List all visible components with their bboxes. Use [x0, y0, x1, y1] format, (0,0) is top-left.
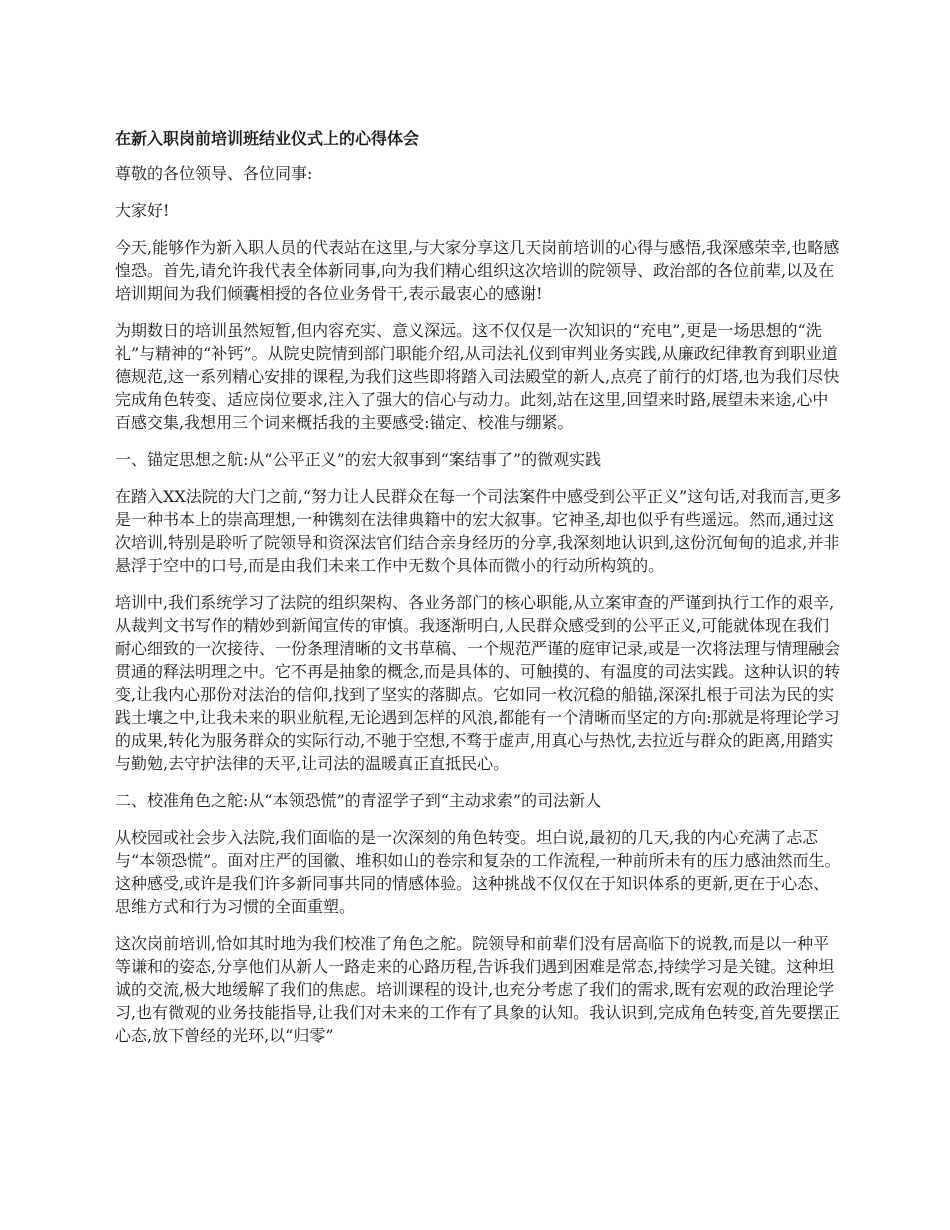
body-paragraph: 今天,能够作为新入职人员的代表站在这里,与大家分享这几天岗前培训的心得与感悟,我深感荣幸,也略感惶恐。首先,请允许我代表全体新同事,向为我们精心组织这次培训的院领导、政治部的各位前辈,以及在培训期间为我们倾囊相授的各位业务骨干,表示最衷心的感谢!: [115, 238, 840, 303]
body-paragraph: 从校园或社会步入法院,我们面临的是一次深刻的角色转变。坦白说,最初的几天,我的内心充满了忐忑与“本领恐慌”。面对庄严的国徽、堆积如山的卷宗和复杂的工作流程,一种前所未有的压力感油然而生。这种感受,或许是我们许多新同事共同的情感体验。这种挑战不仅仅在于知识体系的更新,更在于心态、思维方式和行为习惯的全面重塑。: [115, 828, 841, 916]
document-page: [115, 128, 843, 1061]
section-heading-1: 一、锚定思想之航:从“公平正义”的宏大叙事到“案结事了”的微观实践: [115, 450, 602, 469]
document-title: 在新入职岗前培训班结业仪式上的心得体会: [115, 129, 420, 148]
body-paragraph: 培训中,我们系统学习了法院的组织架构、各业务部门的核心职能,从立案审查的严谨到执行工作的艰辛,从裁判文书写作的精妙到新闻宣传的审慎。我逐渐明白,人民群众感受到的公平正义,可能就体现在我们耐心细致的一次接待、一份条理清晰的文书草稿、一个规范严谨的庭审记录,或是一次将法理与情理融会贯通的释法明理之中。它不再是抽象的概念,而是具体的、可触摸的、有温度的司法实践。这种认识的转变,让我内心那份对法治的信仰,找到了坚实的落脚点。它如同一枚沉稳的船锚,深深扎根于司法为民的实践土壤之中,让我未来的职业航程,无论遇到怎样的风浪,都能有一个清晰而坚定的方向:那就是将理论学习的成果,转化为服务群众的实际行动,不驰于空想,不骛于虚声,用真心与热忱,去拉近与群众的距离,用踏实与勤勉,去守护法律的天平,让司法的温暖真正直抵民心。: [115, 593, 841, 773]
section-heading-2: 二、校准角色之舵:从“本领恐慌”的青涩学子到“主动求索”的司法新人: [115, 791, 602, 810]
body-paragraph: 这次岗前培训,恰如其时地为我们校准了角色之舵。院领导和前辈们没有居高临下的说教,而是以一种平等谦和的姿态,分享他们从新人一路走来的心路历程,告诉我们遇到困难是常态,持续学习是关键。这种坦诚的交流,极大地缓解了我们的焦虑。培训课程的设计,也充分考虑了我们的需求,既有宏观的政治理论学习,也有微观的业务技能指导,让我们对未来的工作有了具象的认知。我认识到,完成角色转变,首先要摆正心态,放下曾经的光环,以“归零”: [115, 934, 840, 1045]
body-paragraph: 在踏入XX法院的大门之前,“努力让人民群众在每一个司法案件中感受到公平正义”这句话,对我而言,更多是一种书本上的崇高理想,一种镌刻在法律典籍中的宏大叙事。它神圣,却也似乎有些遥远。然而,通过这次培训,特别是聆听了院领导和资深法官们结合亲身经历的分享,我深刻地认识到,这份沉甸甸的追求,并非悬浮于空中的口号,而是由我们未来工作中无数个具体而微小的行动所构筑的。: [115, 487, 842, 575]
salutation: 尊敬的各位领导、各位同事:: [115, 164, 313, 183]
body-paragraph: 为期数日的培训虽然短暂,但内容充实、意义深远。这不仅仅是一次知识的“充电”,更是一场思想的“洗礼”与精神的“补钙”。从院史院情到部门职能介绍,从司法礼仪到审判业务实践,从廉政纪律教育到职业道德规范,这一系列精心安排的课程,为我们这些即将踏入司法殿堂的新人,点亮了前行的灯塔,也为我们尽快完成角色转变、适应岗位要求,注入了强大的信心与动力。此刻,站在这里,回望来时路,展望未来途,心中百感交集,我想用三个词来概括我的主要感受:锚定、校准与绷紧。: [115, 321, 840, 432]
greeting: 大家好!: [115, 201, 170, 220]
